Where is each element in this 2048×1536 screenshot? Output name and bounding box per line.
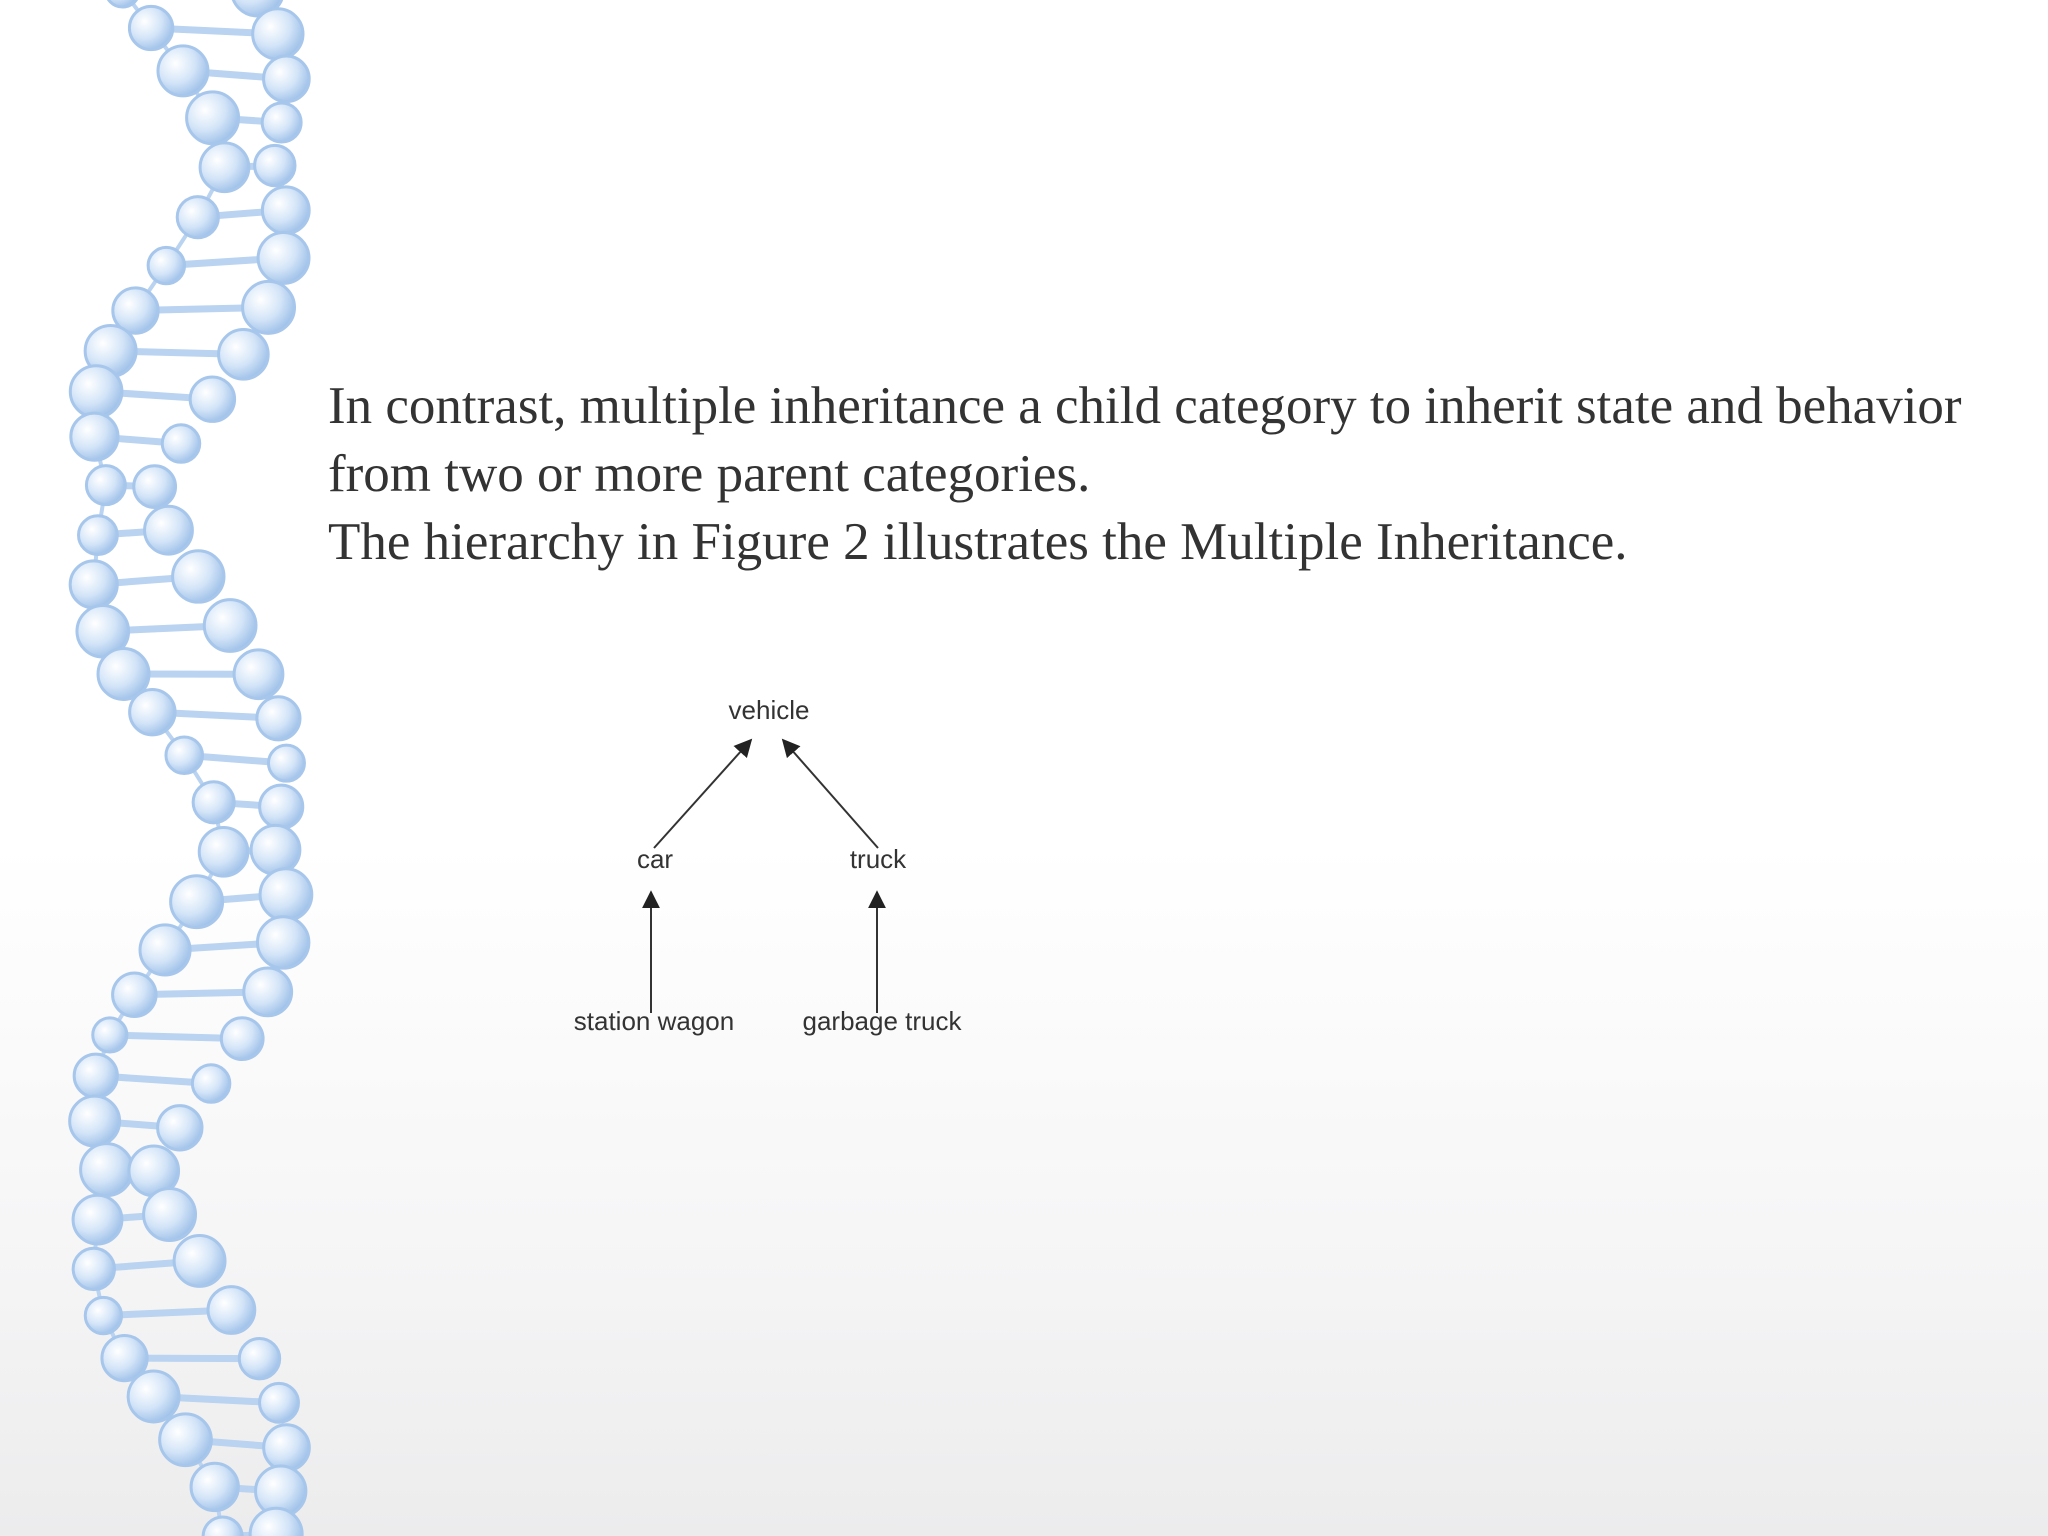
edge-truck-to-vehicle <box>783 740 878 848</box>
edge-car-to-vehicle <box>654 740 751 848</box>
molecule-chain-icon <box>0 0 340 1536</box>
paragraph-multiple-inheritance: In contrast, multiple inheritance a child category to inherit state and behavior from two or more parent categories. <box>328 377 1962 503</box>
inheritance-diagram <box>540 690 1000 1070</box>
body-text <box>328 372 1968 576</box>
node-garbage-truck: garbage truck <box>802 1006 962 1036</box>
node-station-wagon: station wagon <box>573 1006 735 1036</box>
node-truck: truck <box>849 844 907 874</box>
node-vehicle: vehicle <box>728 695 810 725</box>
paragraph-figure-reference: The hierarchy in Figure 2 illustrates the Multiple Inheritance. <box>328 513 1628 571</box>
node-car: car <box>636 844 674 874</box>
